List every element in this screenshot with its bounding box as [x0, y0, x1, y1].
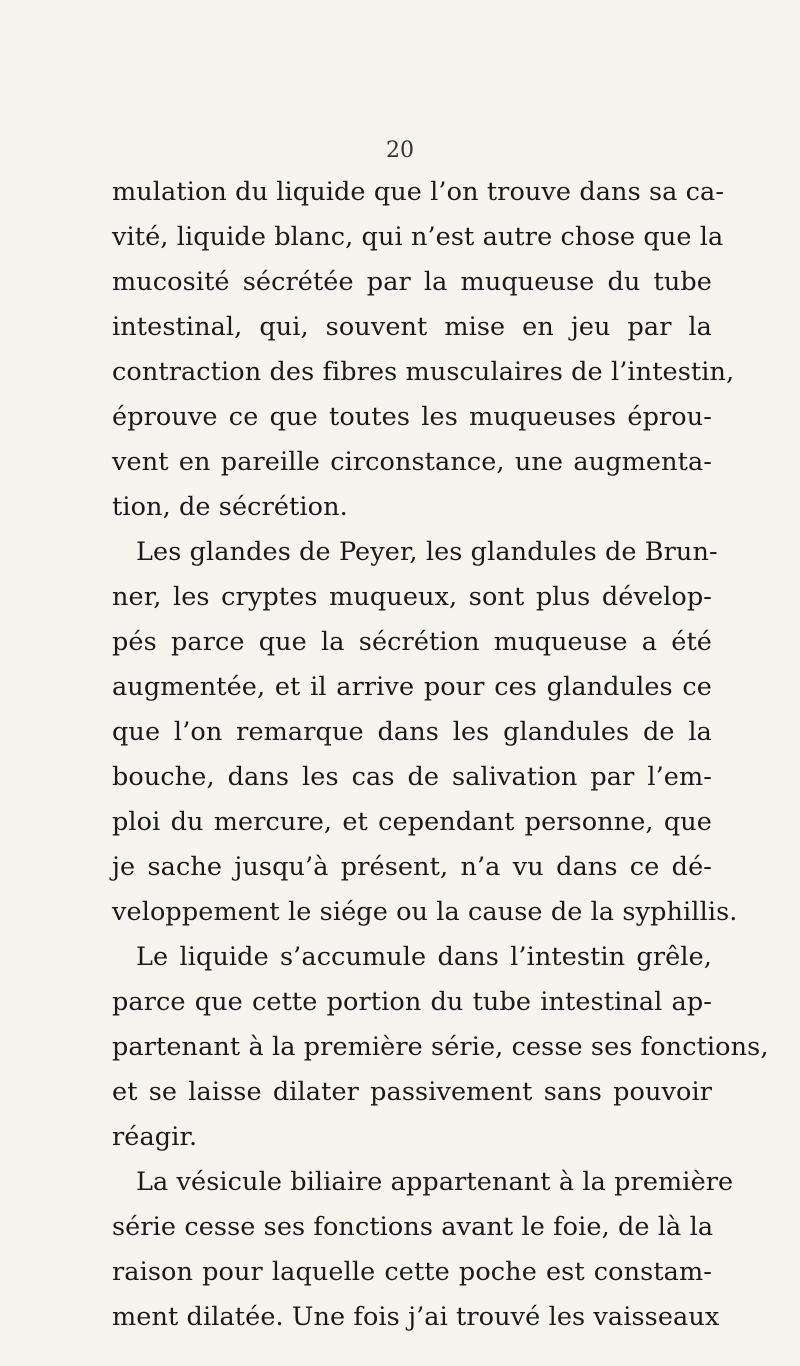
text-line: Le liquide s’accumule dans l’intestin grêle,	[136, 942, 712, 972]
text-line: vité, liquide blanc, qui n’est autre chose que la	[112, 222, 724, 252]
text-line: que l’on remarque dans les glandules de la	[112, 717, 712, 747]
text-line: réagir.	[112, 1122, 198, 1152]
text-line: intestinal, qui, souvent mise en jeu par la	[112, 312, 712, 342]
text-line: éprouve ce que toutes les muqueuses éprou-	[112, 402, 712, 432]
text-line: parce que cette portion du tube intestinal ap-	[112, 987, 712, 1017]
page-number: 20	[386, 138, 414, 163]
text-line: mulation du liquide que l’on trouve dans sa ca-	[112, 177, 725, 207]
text-line: veloppement le siége ou la cause de la syphillis.	[112, 897, 738, 927]
text-line: augmentée, et il arrive pour ces glandules ce	[112, 672, 712, 702]
text-line: La vésicule biliaire appartenant à la première	[136, 1167, 734, 1197]
text-line: pés parce que la sécrétion muqueuse a été	[112, 627, 712, 657]
text-line: tion, de sécrétion.	[112, 492, 348, 522]
text-line: ment dilatée. Une fois j’ai trouvé les vaisseaux	[112, 1302, 720, 1332]
text-line: contraction des fibres musculaires de l’intestin,	[112, 357, 735, 387]
text-line: et se laisse dilater passivement sans pouvoir	[112, 1077, 712, 1107]
text-line: série cesse ses fonctions avant le foie, de là la	[112, 1212, 714, 1242]
text-line: raison pour laquelle cette poche est constam-	[112, 1257, 712, 1287]
text-line: bouche, dans les cas de salivation par l’em-	[112, 762, 712, 792]
text-line: Les glandes de Peyer, les glandules de Brun-	[136, 537, 718, 567]
text-line: partenant à la première série, cesse ses fonctions,	[112, 1032, 769, 1062]
text-line: ner, les cryptes muqueux, sont plus dévelop-	[112, 582, 712, 612]
text-line: vent en pareille circonstance, une augmenta-	[112, 447, 712, 477]
body-text	[112, 170, 769, 1340]
text-line: je sache jusqu’à présent, n’a vu dans ce dé-	[112, 852, 712, 882]
text-line: ploi du mercure, et cependant personne, que	[112, 807, 712, 837]
text-line: mucosité sécrétée par la muqueuse du tube	[112, 267, 712, 297]
